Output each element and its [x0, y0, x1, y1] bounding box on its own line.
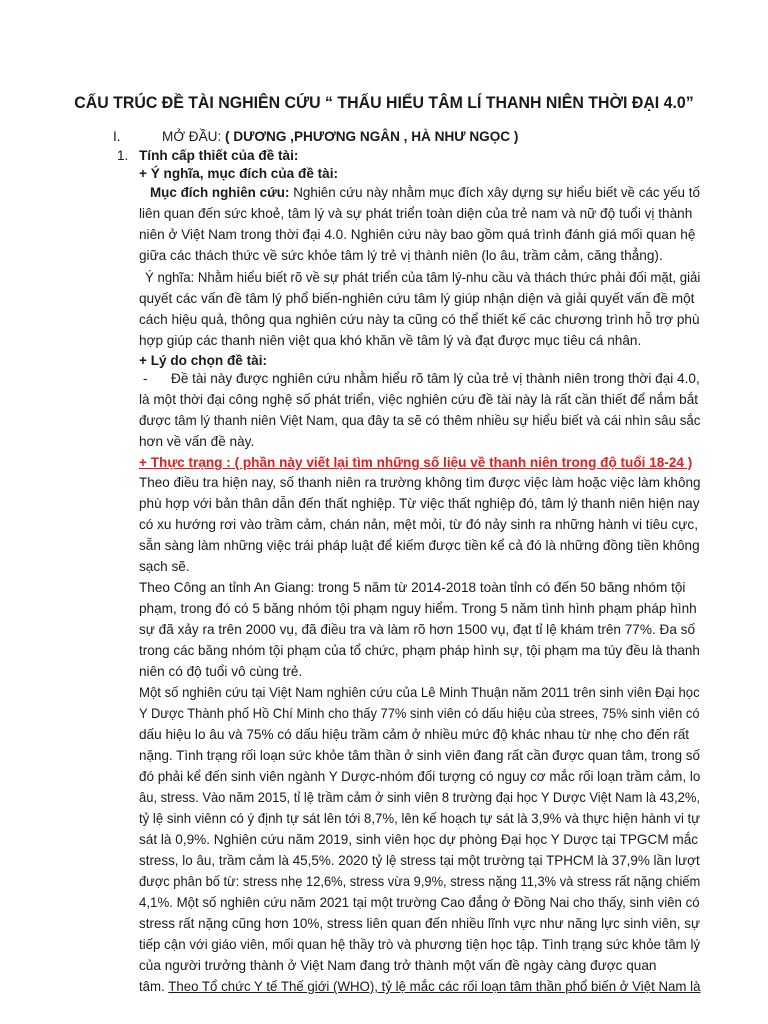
status-line: tỷ lệ sinh viênn có ý định tự sát lên tới 8,7%, lên kế hoạch tự sát là 3,9% và thực hiện hành vi tự: [139, 811, 701, 826]
purpose-first-line: [150, 184, 700, 202]
purpose-text: Nghiên cứu này nhằm mục đích xây dựng sự hiểu biết về các yếu tố: [289, 185, 700, 200]
meaning-line: hợp giúp các thanh niên việt qua khó khăn về tâm lý và đạt được mục tiêu cá nhân.: [139, 333, 642, 348]
meaning-line: quyết các vấn đề tâm lý phổ biến-nghiên cứu tâm lý giúp nhận diện và giải quyết vấn đề một: [139, 291, 695, 306]
status-line: của người trưởng thành ở Việt Nam đang trở thành một vấn đề ngày càng được quan: [139, 958, 657, 973]
status-line: nặng. Tình trạng rối loạn sức khỏe tâm thần ở sinh viên đang rất cần được quan tâm, trong số: [139, 748, 701, 763]
meaning-heading: + Ý nghĩa, mục đích của đề tài:: [139, 166, 339, 181]
meaning-line: cách hiệu quả, thông qua nghiên cứu này ta cũng có thể thiết kế các chương trình hỗ trợ phù: [139, 312, 700, 327]
status-line: phạm, trong đó có 5 băng nhóm tội phạm nguy hiểm. Trong 5 năm tình hình phạm pháp hình: [139, 601, 697, 616]
reason-line: là một thời đại công nghệ số phát triển, việc nghiên cứu đề tài này là rất cần thiết để nắm bắt: [139, 392, 699, 407]
section-numeral: I.: [113, 129, 121, 144]
status-line: Theo điều tra hiện nay, số thanh niên ra trường không tìm được việc làm hoặc việc làm không: [139, 475, 701, 490]
status-line: dấu hiệu lo âu và 75% có dấu hiệu trầm cảm ở nhiều mức độ khác nhau từ nhẹ cho đến rất: [139, 727, 690, 742]
status-line: trong các băng nhóm tội phạm của tổ chức, phạm pháp hình sự, tội phạm ma túy đều là thanh: [139, 643, 700, 658]
reason-line: được tâm lý thanh niên Việt Nam, qua đây ta sẽ có thêm nhiều sự hiểu biết và cái nhìn sâu sắc: [139, 413, 701, 428]
status-line: âu, stress. Vào năm 2015, tỉ lệ trầm cảm ở sinh viên 8 trường đại học Y Dược Việt Nam là 43,2%,: [139, 790, 700, 805]
status-line: được phân bố từ: stress nhẹ 12,6%, stress vừa 9,9%, stress nặng 11,3% và stress rất nặng chiếm: [139, 874, 701, 889]
status-line: Một số nghiên cứu tại Việt Nam nghiên cứu của Lê Minh Thuận năm 2011 trên sinh viên Đại học: [139, 685, 700, 700]
reason-line: hơn về vấn đề này.: [139, 434, 255, 449]
status-line: sát là 0,9%. Nghiên cứu năm 2019, sinh viên học dự phòng Đại học Y Dược tại TPGCM mắc: [139, 832, 699, 847]
purpose-label: Mục đích nghiên cứu:: [150, 185, 290, 200]
status-last-line: [139, 978, 700, 996]
status-line: 4,1%. Một số nghiên cứu năm 2021 tại một trường Cao đẳng ở Đồng Nai cho thấy, sinh viên có: [139, 895, 700, 910]
reason-dash: -: [143, 371, 148, 386]
item-number: 1.: [117, 148, 129, 163]
status-line: sự đã xảy ra trên 2000 vụ, đã điều tra và làm rõ hơn 1500 vụ, đạt tỉ lệ khám trên 77%. Đa số: [139, 622, 696, 637]
purpose-line: liên quan đến sức khoẻ, tâm lý và sự phát triển toàn diện của trẻ nam và nữ độ tuổi vị thành: [139, 206, 693, 221]
section-authors: ( DƯƠNG ,PHƯƠNG NGÂN , HÀ NHƯ NGỌC ): [225, 129, 519, 144]
status-line: đó phải kể đến sinh viên ngành Y Dược-nhóm đối tượng có nguy cơ mắc rối loạn trầm cảm, lo: [139, 769, 701, 784]
status-line: stress, lo âu, trầm cảm là 45,5%. 2020 tỷ lệ stress tại một trường tại TPHCM là 37,9% lần lượt: [139, 853, 700, 868]
section-label: MỞ ĐẦU:: [162, 129, 226, 144]
document-title: CẤU TRÚC ĐỀ TÀI NGHIÊN CỨU “ THẤU HIỂU TÂM LÍ THANH NIÊN THỜI ĐẠI 4.0”: [74, 94, 694, 112]
purpose-line: niên ở Việt Nam trong thời đại 4.0. Nghiên cứu này bao gồm quá trình đánh giá mối quan hệ: [139, 227, 696, 242]
status-heading: + Thực trạng : ( phần này viết lại tìm những số liệu về thanh niên trong độ tuổi 18-24 ): [139, 455, 693, 470]
status-line: Y Dược Thành phố Hồ Chí Minh cho thấy 77% sinh viên có dấu hiệu của strees, 75% sinh viên có: [139, 706, 700, 721]
status-line: sạch sẽ.: [139, 559, 190, 574]
reason-first-line: Đề tài này được nghiên cứu nhằm hiểu rõ tâm lý của trẻ vị thành niên trong thời đại 4.0,: [171, 371, 700, 386]
status-line: niên có độ tuổi vô cùng trẻ.: [139, 664, 303, 679]
status-line: Theo Công an tỉnh An Giang: trong 5 năm từ 2014-2018 toàn tỉnh có đến 50 băng nhóm tội: [139, 580, 686, 595]
reason-heading: + Lý do chọn đề tài:: [139, 353, 268, 368]
meaning-line: Ý nghĩa: Nhằm hiểu biết rõ về sự phát triển của tâm lý-nhu cầu và thách thức phải đối mặt, giải: [145, 270, 701, 285]
purpose-line: giữa các thách thức về sức khỏe tâm lý trẻ vị thành niên (lo âu, trầm cảm, căng thẳng).: [139, 248, 663, 263]
status-line: phù hợp với bản thân dẫn đến thất nghiệp. Từ việc thất nghiệp đó, tâm lý thanh niên hiện nay: [139, 496, 700, 511]
section-heading: [162, 128, 518, 146]
status-line: có xu hướng rơi vào trầm cảm, chán nản, mệt mỏi, từ đó nảy sinh ra những hành vi tiêu cực,: [139, 517, 698, 532]
last-line-underlined: Theo Tổ chức Y tế Thế giới (WHO), tỷ lệ mắc các rối loạn tâm thần phổ biến ở Việt Nam là: [168, 979, 701, 994]
status-line: tiếp cận với giáo viên, mối quan hệ thầy trò và phương tiện học tập. Tình trạng sức khỏe tâm lý: [139, 937, 701, 952]
status-line: stress rất nặng cũng hơn 10%, stress liên quan đến nhiều lĩnh vực như năng lực sinh viên, sự: [139, 916, 701, 931]
last-line-plain: tâm.: [139, 979, 169, 994]
status-line: sẵn sàng làm những việc trái pháp luật để kiếm được tiền kể cả đó là những đồng tiền không: [139, 538, 700, 553]
item-heading: Tính cấp thiết của đề tài:: [139, 148, 299, 163]
